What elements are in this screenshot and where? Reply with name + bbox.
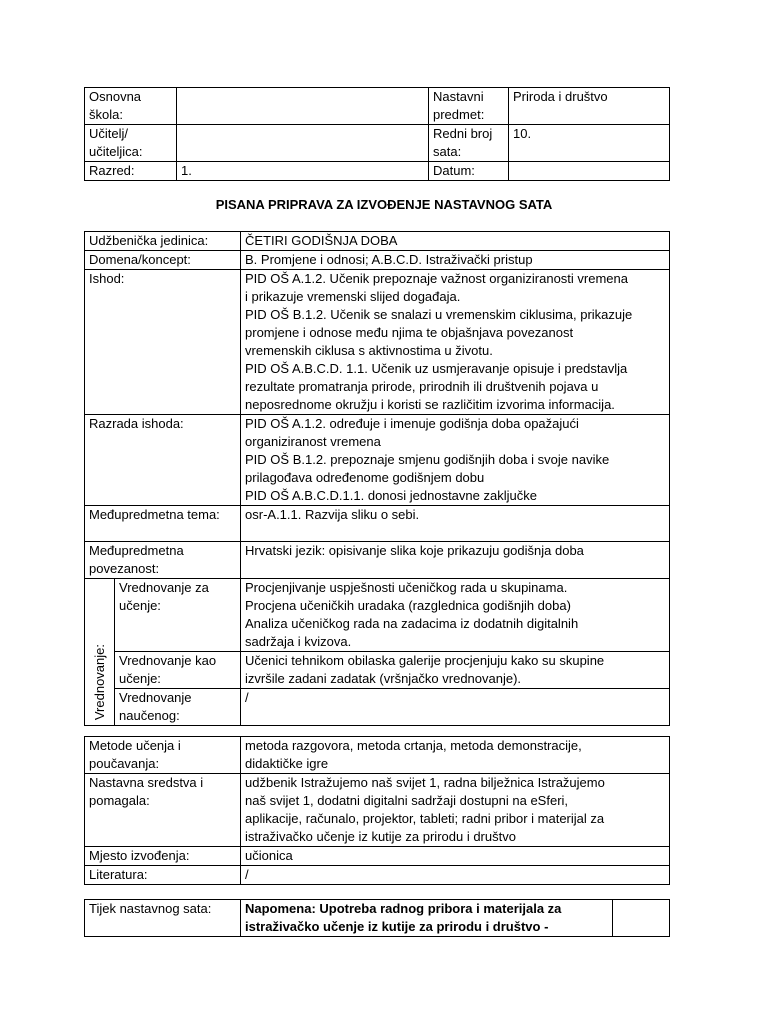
cross-curricular-link-label: Međupredmetna povezanost: [85, 542, 241, 579]
elaboration-line: PID OŠ A.B.C.D.1.1. donosi jednostavne zaključke [245, 488, 537, 503]
page-title: PISANA PRIPRAVA ZA IZVOĐENJE NASTAVNOG SATA [215, 197, 553, 212]
lesson-number-label: Redni broj sata: [429, 125, 509, 162]
elaboration-line: organiziranost vremena [245, 434, 381, 449]
methods-value [241, 737, 670, 774]
lesson-flow-note [241, 900, 613, 937]
outcome-line: PID OŠ A.B.C.D. 1.1. Učenik uz usmjeravanje opisuje i predstavlja [245, 361, 628, 376]
methods-table [84, 736, 670, 885]
literature-label: Literatura: [85, 866, 241, 885]
evaluation-of-learning-label: Vrednovanje naučenog: [115, 689, 241, 726]
date-label: Datum: [429, 162, 509, 181]
evaluation-for-line: Procjenjivanje uspješnosti učeničkog rada u skupinama. [245, 580, 568, 595]
outcome-line: vremenskih ciklusa s aktivnostima u životu. [245, 343, 493, 358]
outcome-line: i prikazuje vremenski slijed događaja. [245, 289, 461, 304]
evaluation-as-line: Učenici tehnikom obilaska galerije procjenjuju kako su skupine [245, 653, 605, 668]
cross-curricular-topic-label: Međupredmetna tema: [85, 506, 241, 542]
evaluation-vertical-text: Vrednovanje: [91, 643, 107, 720]
school-label: Osnovna škola: [85, 88, 177, 125]
evaluation-of-learning-value: / [241, 689, 670, 726]
evaluation-for-line: sadržaja i kvizova. [245, 634, 352, 649]
unit-label: Udžbenička jedinica: [85, 232, 241, 251]
teaching-aids-label: Nastavna sredstva i pomagala: [85, 774, 241, 847]
evaluation-as-learning-value [241, 652, 670, 689]
outcome-elaboration-value [241, 415, 670, 506]
teacher-value [177, 125, 429, 162]
lesson-flow-table [84, 899, 670, 937]
teaching-aids-value [241, 774, 670, 847]
outcome-line: rezultate promatranja prirode, prirodnih ili društvenih pojava u [245, 379, 599, 394]
lesson-plan-table [84, 231, 670, 726]
outcome-elaboration-label: Razrada ishoda: [85, 415, 241, 506]
lesson-flow-label: Tijek nastavnog sata: [85, 900, 241, 937]
lesson-number-value: 10. [509, 125, 670, 162]
note-line: istraživačko učenje iz kutije za prirodu i društvo - [245, 919, 549, 934]
evaluation-as-line: izvršile zadani zadatak (vršnjačko vrednovanje). [245, 671, 522, 686]
domain-value: B. Promjene i odnosi; A.B.C.D. Istraživački pristup [241, 251, 670, 270]
subject-label: Nastavni predmet: [429, 88, 509, 125]
literature-value: / [241, 866, 670, 885]
evaluation-vertical-label [85, 579, 115, 726]
outcome-line: neposrednome okružju i koristi se različitim izvorima informacija. [245, 397, 615, 412]
outcome-line: PID OŠ B.1.2. Učenik se snalazi u vremenskim ciklusima, prikazuje [245, 307, 633, 322]
teacher-label: Učitelj/ učiteljica: [85, 125, 177, 162]
grade-label: Razred: [85, 162, 177, 181]
cross-curricular-link-value: Hrvatski jezik: opisivanje slika koje prikazuju godišnja doba [241, 542, 670, 579]
evaluation-for-learning-label: Vrednovanje za učenje: [115, 579, 241, 652]
aids-line: aplikacije, računalo, projektor, tableti; radni pribor i materijal za [245, 811, 605, 826]
evaluation-for-line: Analiza učeničkog rada na zadacima iz dodatnih digitalnih [245, 616, 579, 631]
evaluation-for-line: Procjena učeničkih uradaka (razglednica godišnjih doba) [245, 598, 571, 613]
lesson-flow-extra [613, 900, 670, 937]
elaboration-line: PID OŠ B.1.2. prepoznaje smjenu godišnjih doba i svoje navike [245, 452, 610, 467]
header-table [84, 87, 670, 181]
school-value [177, 88, 429, 125]
place-value: učionica [241, 847, 670, 866]
aids-line: istraživačko učenje iz kutije za prirodu i društvo [245, 829, 516, 844]
aids-line: udžbenik Istražujemo naš svijet 1, radna bilježnica Istražujemo [245, 775, 605, 790]
grade-value: 1. [177, 162, 429, 181]
outcome-line: promjene i odnose među njima te objašnjava povezanost [245, 325, 574, 340]
evaluation-for-learning-value [241, 579, 670, 652]
outcome-value [241, 270, 670, 415]
elaboration-line: PID OŠ A.1.2. određuje i imenuje godišnja doba opažajući [245, 416, 579, 431]
cross-curricular-topic-value: osr-A.1.1. Razvija sliku o sebi. [241, 506, 670, 542]
subject-value: Priroda i društvo [509, 88, 670, 125]
outcome-label: Ishod: [85, 270, 241, 415]
aids-line: naš svijet 1, dodatni digitalni sadržaji dostupni na eSferi, [245, 793, 569, 808]
note-line: Napomena: Upotreba radnog pribora i materijala za [245, 901, 562, 916]
methods-line: didaktičke igre [245, 756, 329, 771]
methods-label: Metode učenja i poučavanja: [85, 737, 241, 774]
outcome-line: PID OŠ A.1.2. Učenik prepoznaje važnost organiziranosti vremena [245, 271, 628, 286]
domain-label: Domena/koncept: [85, 251, 241, 270]
unit-value: ČETIRI GODIŠNJA DOBA [241, 232, 670, 251]
place-label: Mjesto izvođenja: [85, 847, 241, 866]
date-value [509, 162, 670, 181]
methods-line: metoda razgovora, metoda crtanja, metoda demonstracije, [245, 738, 582, 753]
elaboration-line: prilagođava određenome godišnjem dobu [245, 470, 485, 485]
evaluation-as-learning-label: Vrednovanje kao učenje: [115, 652, 241, 689]
